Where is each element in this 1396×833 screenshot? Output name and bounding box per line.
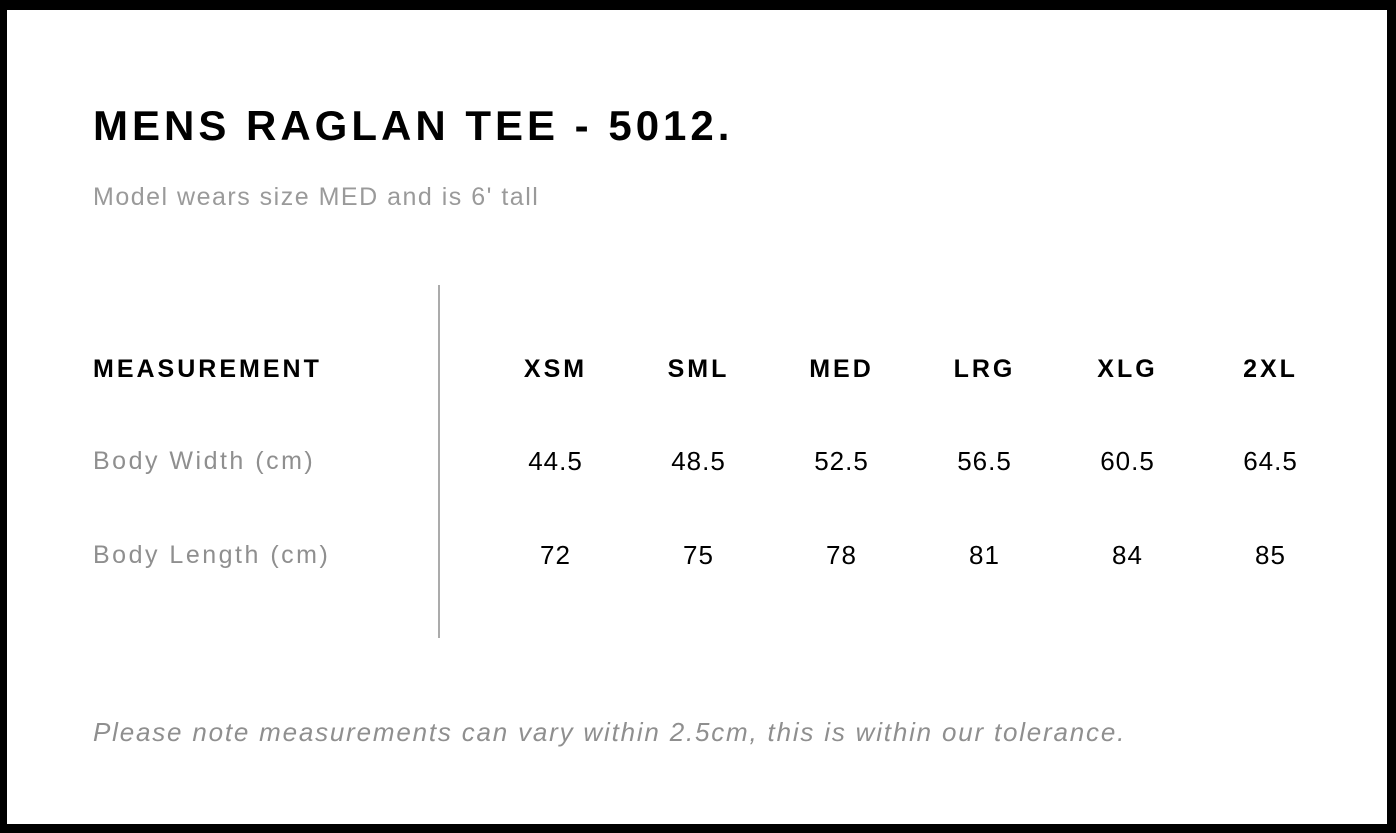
body-length-value-2xl: 85 [1255, 539, 1286, 570]
size-column-header-xsm: XSM [523, 354, 588, 383]
body-width-value-2xl: 64.5 [1243, 445, 1298, 476]
size-column-header-med: MED [809, 354, 874, 383]
row-label-body-width: Body Width (cm) [93, 446, 316, 475]
model-info-text: Model wears size MED and is 6' tall [93, 183, 540, 211]
size-column-header-xlg: XLG [1097, 354, 1158, 383]
body-width-value-xlg: 60.5 [1100, 445, 1155, 476]
row-label-body-length: Body Length (cm) [93, 540, 331, 569]
body-length-value-lrg: 81 [969, 539, 1000, 570]
body-length-value-sml: 75 [683, 539, 714, 570]
size-column-header-2xl: 2XL [1243, 354, 1298, 383]
body-width-value-sml: 48.5 [671, 445, 726, 476]
table-row-body-length [93, 540, 1342, 570]
table-row-body-width [93, 446, 1342, 476]
body-length-value-xlg: 84 [1112, 539, 1143, 570]
body-width-value-med: 52.5 [814, 445, 869, 476]
size-table-header-row [93, 354, 1342, 384]
product-title: MENS RAGLAN TEE - 5012. [93, 102, 734, 149]
size-column-header-lrg: LRG [953, 354, 1016, 383]
tolerance-note: Please note measurements can vary within 2.5cm, this is within our tolerance. [93, 717, 1127, 747]
body-width-value-xsm: 44.5 [528, 445, 583, 476]
body-length-value-xsm: 72 [540, 539, 571, 570]
size-column-header-sml: SML [667, 354, 730, 383]
measurement-column-header: MEASUREMENT [93, 354, 322, 383]
body-length-value-med: 78 [826, 539, 857, 570]
body-width-value-lrg: 56.5 [957, 445, 1012, 476]
